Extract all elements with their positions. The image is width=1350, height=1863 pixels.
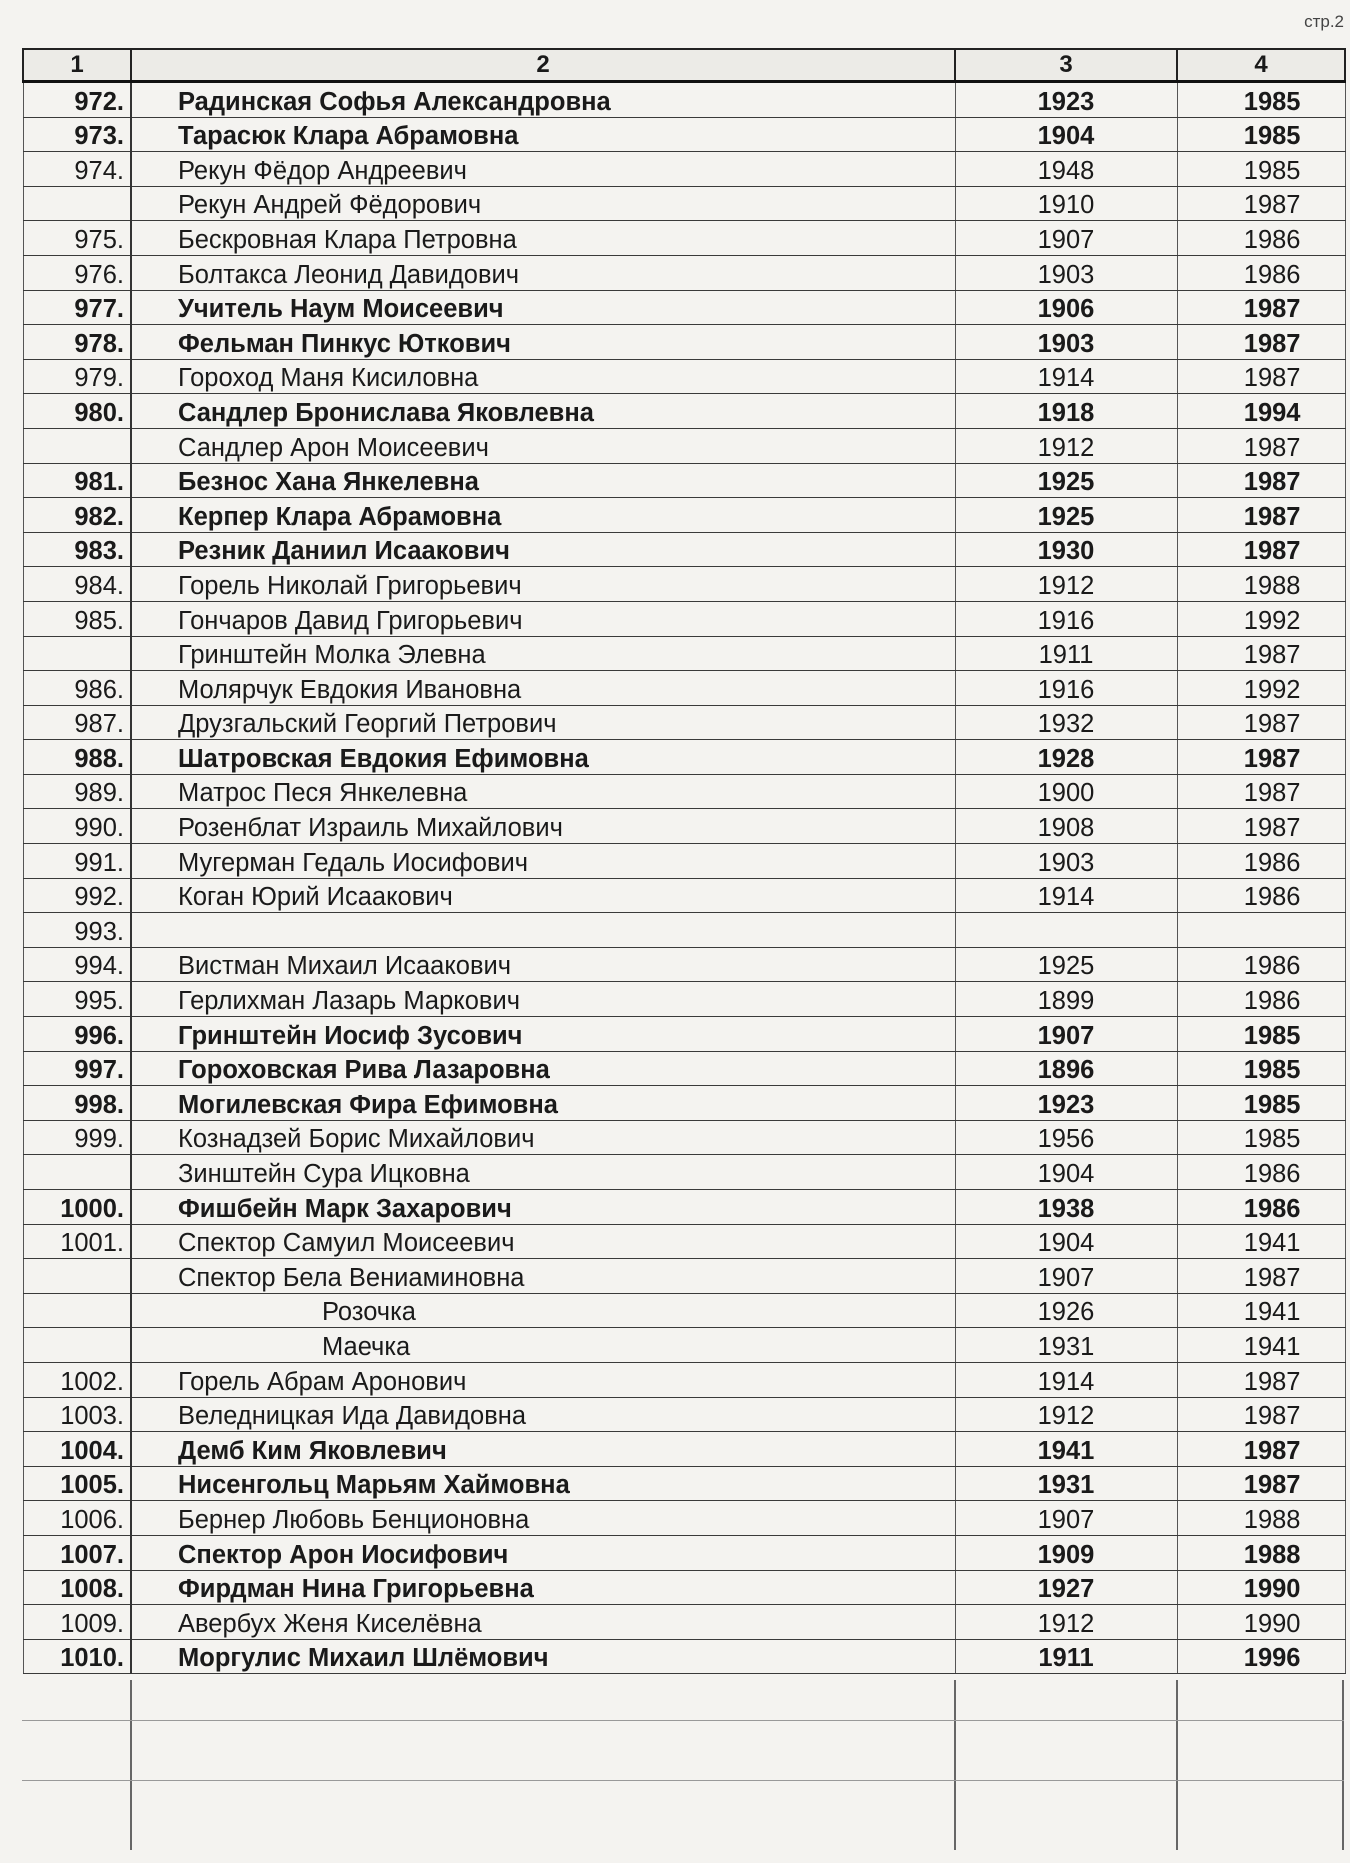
table-row xyxy=(23,1362,1345,1397)
table-row xyxy=(23,290,1345,325)
death-year: 1986 xyxy=(1177,947,1345,982)
row-number: 975. xyxy=(23,221,131,256)
birth-year: 1911 xyxy=(955,1639,1177,1674)
death-year: 1987 xyxy=(1177,532,1345,567)
death-year: 1986 xyxy=(1177,844,1345,879)
row-number xyxy=(23,636,131,671)
row-number: 1002. xyxy=(23,1362,131,1397)
row-number: 986. xyxy=(23,671,131,706)
person-name: Нисенгольц Марьям Хаймовна xyxy=(131,1466,955,1501)
birth-year: 1925 xyxy=(955,498,1177,533)
row-number: 991. xyxy=(23,844,131,879)
person-name: Радинская Софья Александровна xyxy=(131,82,955,118)
table-row xyxy=(23,567,1345,602)
death-year: 1987 xyxy=(1177,1362,1345,1397)
register-rows xyxy=(23,82,1345,1674)
row-number: 992. xyxy=(23,878,131,913)
row-number: 974. xyxy=(23,152,131,187)
death-year: 1987 xyxy=(1177,186,1345,221)
row-number: 995. xyxy=(23,982,131,1017)
table-row xyxy=(23,1570,1345,1605)
row-number: 996. xyxy=(23,1017,131,1052)
person-name: Гороход Маня Кисиловна xyxy=(131,359,955,394)
row-number: 972. xyxy=(23,82,131,118)
table-row xyxy=(23,1190,1345,1225)
person-name: Веледницкая Ида Давидовна xyxy=(131,1397,955,1432)
birth-year: 1907 xyxy=(955,1501,1177,1536)
row-number xyxy=(23,186,131,221)
person-name: Гринштейн Молка Элевна xyxy=(131,636,955,671)
death-year xyxy=(1177,913,1345,948)
row-number: 1005. xyxy=(23,1466,131,1501)
table-row xyxy=(23,774,1345,809)
person-name xyxy=(131,913,955,948)
table-row xyxy=(23,601,1345,636)
person-name: Рекун Фёдор Андреевич xyxy=(131,152,955,187)
death-year: 1987 xyxy=(1177,1397,1345,1432)
death-year: 1985 xyxy=(1177,152,1345,187)
table-row xyxy=(23,1120,1345,1155)
person-name: Болтакса Леонид Давидович xyxy=(131,255,955,290)
death-year: 1988 xyxy=(1177,1501,1345,1536)
row-number: 978. xyxy=(23,325,131,360)
birth-year: 1914 xyxy=(955,878,1177,913)
death-year: 1987 xyxy=(1177,463,1345,498)
person-name: Гороховская Рива Лазаровна xyxy=(131,1051,955,1086)
birth-year: 1912 xyxy=(955,1605,1177,1640)
death-year: 1988 xyxy=(1177,1535,1345,1570)
row-number: 998. xyxy=(23,1086,131,1121)
row-number: 984. xyxy=(23,567,131,602)
death-year: 1987 xyxy=(1177,428,1345,463)
person-name: Спектор Самуил Моисеевич xyxy=(131,1224,955,1259)
person-name: Розочка xyxy=(131,1293,955,1328)
person-name: Резник Даниил Исаакович xyxy=(131,532,955,567)
column-header-4: 4 xyxy=(1177,49,1345,82)
row-number: 1004. xyxy=(23,1432,131,1467)
person-name: Могилевская Фира Ефимовна xyxy=(131,1086,955,1121)
death-year: 1992 xyxy=(1177,601,1345,636)
birth-year: 1925 xyxy=(955,947,1177,982)
birth-year: 1909 xyxy=(955,1535,1177,1570)
column-header-1: 1 xyxy=(23,49,131,82)
table-row xyxy=(23,844,1345,879)
person-name: Герлихман Лазарь Маркович xyxy=(131,982,955,1017)
row-number: 1007. xyxy=(23,1535,131,1570)
person-name: Зинштейн Сура Ицковна xyxy=(131,1155,955,1190)
row-number: 982. xyxy=(23,498,131,533)
death-year: 1990 xyxy=(1177,1570,1345,1605)
row-number: 976. xyxy=(23,255,131,290)
row-number: 985. xyxy=(23,601,131,636)
row-number: 1009. xyxy=(23,1605,131,1640)
death-year: 1985 xyxy=(1177,1017,1345,1052)
birth-year: 1916 xyxy=(955,601,1177,636)
table-row xyxy=(23,82,1345,118)
table-row xyxy=(23,1501,1345,1536)
row-number: 999. xyxy=(23,1120,131,1155)
birth-year: 1903 xyxy=(955,844,1177,879)
death-year: 1992 xyxy=(1177,671,1345,706)
death-year: 1941 xyxy=(1177,1293,1345,1328)
row-number: 997. xyxy=(23,1051,131,1086)
person-name: Розенблат Израиль Михайлович xyxy=(131,809,955,844)
person-name: Матрос Песя Янкелевна xyxy=(131,774,955,809)
row-number: 988. xyxy=(23,740,131,775)
row-number: 983. xyxy=(23,532,131,567)
death-year: 1986 xyxy=(1177,255,1345,290)
person-name: Керпер Клара Абрамовна xyxy=(131,498,955,533)
death-year: 1985 xyxy=(1177,1120,1345,1155)
birth-year: 1903 xyxy=(955,325,1177,360)
person-name: Фельман Пинкус Юткович xyxy=(131,325,955,360)
row-number: 1008. xyxy=(23,1570,131,1605)
death-year: 1985 xyxy=(1177,117,1345,152)
death-year: 1987 xyxy=(1177,774,1345,809)
row-number: 1006. xyxy=(23,1501,131,1536)
birth-year: 1923 xyxy=(955,1086,1177,1121)
birth-year: 1904 xyxy=(955,1224,1177,1259)
table-row xyxy=(23,1259,1345,1294)
row-number: 1000. xyxy=(23,1190,131,1225)
row-number: 1001. xyxy=(23,1224,131,1259)
birth-year: 1927 xyxy=(955,1570,1177,1605)
row-number xyxy=(23,428,131,463)
person-name: Горель Николай Григорьевич xyxy=(131,567,955,602)
row-number: 990. xyxy=(23,809,131,844)
birth-year: 1908 xyxy=(955,809,1177,844)
table-row xyxy=(23,152,1345,187)
table-row xyxy=(23,394,1345,429)
birth-year: 1956 xyxy=(955,1120,1177,1155)
row-number xyxy=(23,1293,131,1328)
table-row xyxy=(23,671,1345,706)
table-row xyxy=(23,532,1345,567)
death-year: 1986 xyxy=(1177,221,1345,256)
birth-year: 1900 xyxy=(955,774,1177,809)
table-row xyxy=(23,1017,1345,1052)
row-number: 1010. xyxy=(23,1639,131,1674)
person-name: Демб Ким Яковлевич xyxy=(131,1432,955,1467)
empty-table-area xyxy=(22,1680,1344,1850)
column-header-3: 3 xyxy=(955,49,1177,82)
person-name: Фирдман Нина Григорьевна xyxy=(131,1570,955,1605)
birth-year: 1938 xyxy=(955,1190,1177,1225)
person-name: Мугерман Гедаль Иосифович xyxy=(131,844,955,879)
death-year: 1987 xyxy=(1177,705,1345,740)
birth-year: 1931 xyxy=(955,1328,1177,1363)
death-year: 1986 xyxy=(1177,1155,1345,1190)
death-year: 1988 xyxy=(1177,567,1345,602)
column-header-2: 2 xyxy=(131,49,955,82)
row-number: 980. xyxy=(23,394,131,429)
birth-year: 1928 xyxy=(955,740,1177,775)
table-row xyxy=(23,947,1345,982)
birth-year: 1914 xyxy=(955,359,1177,394)
death-year: 1985 xyxy=(1177,1086,1345,1121)
person-name: Моргулис Михаил Шлёмович xyxy=(131,1639,955,1674)
table-row xyxy=(23,913,1345,948)
person-name: Учитель Наум Моисеевич xyxy=(131,290,955,325)
table-row xyxy=(23,463,1345,498)
person-name: Друзгальский Георгий Петрович xyxy=(131,705,955,740)
row-number: 973. xyxy=(23,117,131,152)
row-number: 989. xyxy=(23,774,131,809)
death-year: 1987 xyxy=(1177,1432,1345,1467)
row-number: 979. xyxy=(23,359,131,394)
death-year: 1941 xyxy=(1177,1328,1345,1363)
birth-year: 1907 xyxy=(955,221,1177,256)
table-row xyxy=(23,1535,1345,1570)
birth-year: 1903 xyxy=(955,255,1177,290)
person-name: Коган Юрий Исаакович xyxy=(131,878,955,913)
death-year: 1941 xyxy=(1177,1224,1345,1259)
death-year: 1987 xyxy=(1177,498,1345,533)
table-row xyxy=(23,636,1345,671)
table-row xyxy=(23,359,1345,394)
table-row xyxy=(23,705,1345,740)
death-year: 1994 xyxy=(1177,394,1345,429)
birth-year: 1899 xyxy=(955,982,1177,1017)
table-row xyxy=(23,1224,1345,1259)
register-table xyxy=(22,48,1346,1674)
person-name: Спектор Арон Иосифович xyxy=(131,1535,955,1570)
table-row xyxy=(23,1155,1345,1190)
death-year: 1987 xyxy=(1177,1466,1345,1501)
death-year: 1986 xyxy=(1177,1190,1345,1225)
table-row xyxy=(23,325,1345,360)
row-number xyxy=(23,1328,131,1363)
birth-year: 1912 xyxy=(955,567,1177,602)
row-number: 987. xyxy=(23,705,131,740)
table-row xyxy=(23,1397,1345,1432)
death-year: 1987 xyxy=(1177,636,1345,671)
person-name: Фишбейн Марк Захарович xyxy=(131,1190,955,1225)
person-name: Безнос Хана Янкелевна xyxy=(131,463,955,498)
death-year: 1987 xyxy=(1177,290,1345,325)
birth-year: 1941 xyxy=(955,1432,1177,1467)
person-name: Вистман Михаил Исаакович xyxy=(131,947,955,982)
death-year: 1990 xyxy=(1177,1605,1345,1640)
person-name: Молярчук Евдокия Ивановна xyxy=(131,671,955,706)
person-name: Сандлер Бронислава Яковлевна xyxy=(131,394,955,429)
table-row xyxy=(23,1605,1345,1640)
birth-year: 1916 xyxy=(955,671,1177,706)
death-year: 1996 xyxy=(1177,1639,1345,1674)
person-name: Маечка xyxy=(131,1328,955,1363)
row-number: 981. xyxy=(23,463,131,498)
birth-year: 1932 xyxy=(955,705,1177,740)
page-number-label: стр.2 xyxy=(1304,12,1344,31)
birth-year: 1910 xyxy=(955,186,1177,221)
birth-year: 1907 xyxy=(955,1259,1177,1294)
row-number xyxy=(23,1259,131,1294)
person-name: Горель Абрам Аронович xyxy=(131,1362,955,1397)
person-name: Гончаров Давид Григорьевич xyxy=(131,601,955,636)
row-number: 1003. xyxy=(23,1397,131,1432)
birth-year xyxy=(955,913,1177,948)
table-row xyxy=(23,1086,1345,1121)
person-name: Кознадзей Борис Михайлович xyxy=(131,1120,955,1155)
birth-year: 1918 xyxy=(955,394,1177,429)
birth-year: 1923 xyxy=(955,82,1177,118)
table-row xyxy=(23,1051,1345,1086)
birth-year: 1931 xyxy=(955,1466,1177,1501)
table-row xyxy=(23,221,1345,256)
birth-year: 1914 xyxy=(955,1362,1177,1397)
person-name: Авербух Женя Киселёвна xyxy=(131,1605,955,1640)
person-name: Спектор Бела Вениаминовна xyxy=(131,1259,955,1294)
row-number: 993. xyxy=(23,913,131,948)
birth-year: 1911 xyxy=(955,636,1177,671)
birth-year: 1930 xyxy=(955,532,1177,567)
table-row xyxy=(23,428,1345,463)
table-row xyxy=(23,1293,1345,1328)
burial-register-sheet xyxy=(22,48,1344,1674)
person-name: Бескровная Клара Петровна xyxy=(131,221,955,256)
death-year: 1987 xyxy=(1177,325,1345,360)
death-year: 1985 xyxy=(1177,82,1345,118)
birth-year: 1896 xyxy=(955,1051,1177,1086)
birth-year: 1925 xyxy=(955,463,1177,498)
birth-year: 1904 xyxy=(955,1155,1177,1190)
death-year: 1987 xyxy=(1177,1259,1345,1294)
birth-year: 1906 xyxy=(955,290,1177,325)
person-name: Рекун Андрей Фёдорович xyxy=(131,186,955,221)
table-row xyxy=(23,1639,1345,1674)
table-row xyxy=(23,809,1345,844)
row-number xyxy=(23,1155,131,1190)
table-row xyxy=(23,1328,1345,1363)
table-row xyxy=(23,1432,1345,1467)
table-row xyxy=(23,117,1345,152)
row-number: 977. xyxy=(23,290,131,325)
table-row xyxy=(23,878,1345,913)
table-row xyxy=(23,255,1345,290)
death-year: 1987 xyxy=(1177,359,1345,394)
birth-year: 1912 xyxy=(955,1397,1177,1432)
death-year: 1987 xyxy=(1177,809,1345,844)
person-name: Бернер Любовь Бенционовна xyxy=(131,1501,955,1536)
table-row xyxy=(23,740,1345,775)
birth-year: 1904 xyxy=(955,117,1177,152)
row-number: 994. xyxy=(23,947,131,982)
birth-year: 1907 xyxy=(955,1017,1177,1052)
person-name: Шатровская Евдокия Ефимовна xyxy=(131,740,955,775)
person-name: Тарасюк Клара Абрамовна xyxy=(131,117,955,152)
death-year: 1985 xyxy=(1177,1051,1345,1086)
death-year: 1987 xyxy=(1177,740,1345,775)
table-row xyxy=(23,1466,1345,1501)
person-name: Сандлер Арон Моисеевич xyxy=(131,428,955,463)
table-row xyxy=(23,982,1345,1017)
birth-year: 1926 xyxy=(955,1293,1177,1328)
person-name: Гринштейн Иосиф Зусович xyxy=(131,1017,955,1052)
death-year: 1986 xyxy=(1177,982,1345,1017)
birth-year: 1948 xyxy=(955,152,1177,187)
death-year: 1986 xyxy=(1177,878,1345,913)
table-row xyxy=(23,498,1345,533)
birth-year: 1912 xyxy=(955,428,1177,463)
header-row xyxy=(23,49,1345,82)
table-row xyxy=(23,186,1345,221)
